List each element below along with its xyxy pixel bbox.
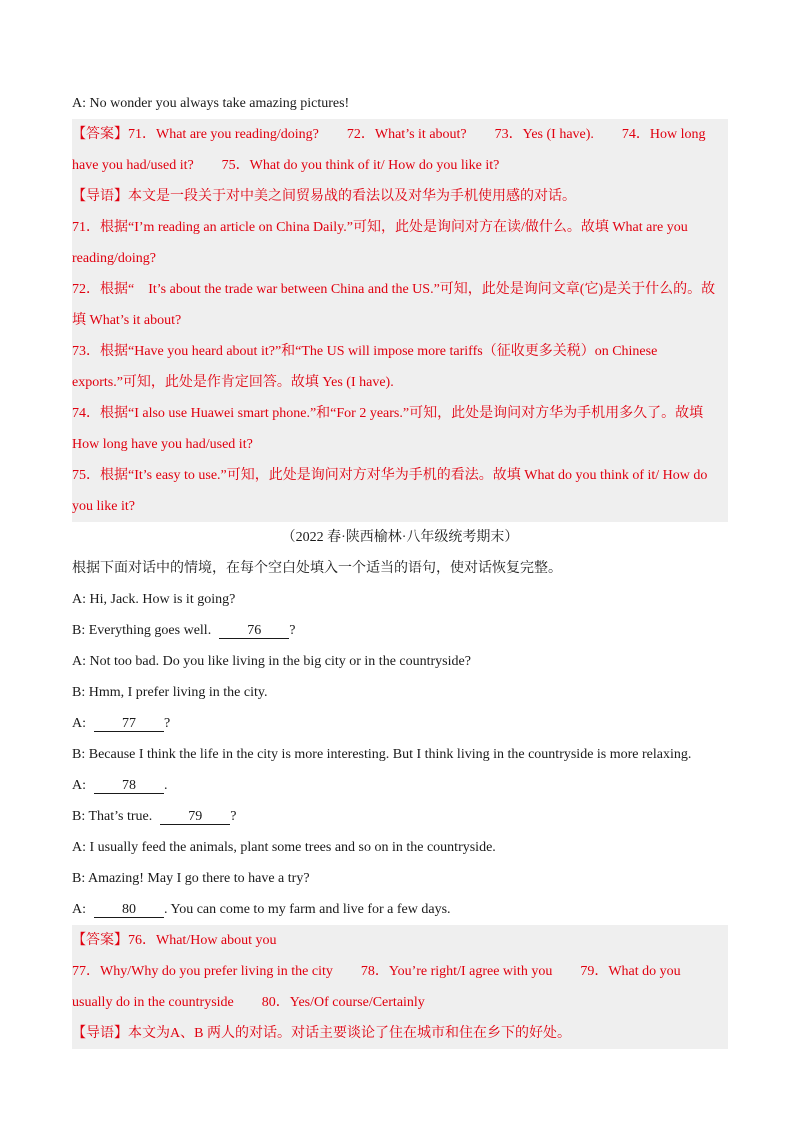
guide-intro: 【导语】本文为A、B 两人的对话。对话主要谈论了住在城市和住在乡下的好处。 [72, 1026, 571, 1041]
answer-line: usually do in the countryside 80．Yes/Of course/Certainly [72, 995, 425, 1010]
guide-72-cont: 填 What’s it about? [72, 313, 182, 328]
guide-75-cont: you like it? [72, 499, 135, 514]
guide-71: 71．根据“I’m reading an article on China Daily.”可知，此处是询问对方在读/做什么。故填 What are you [72, 220, 688, 235]
blank-78: 78 [94, 778, 164, 794]
dialogue-line [72, 708, 728, 739]
guide-72: 72．根据“ It’s about the trade war between China and the US.”可知，此处是询问文章(它)是关于什么的。故 [72, 282, 716, 297]
dialogue-text: A: [72, 902, 86, 917]
dialogue-text: B: That’s true. [72, 809, 153, 824]
dialogue-line: A: Hi, Jack. How is it going? [72, 592, 236, 607]
guide-74-cont: How long have you had/used it? [72, 437, 253, 452]
guide-71-cont: reading/doing? [72, 251, 156, 266]
dialogue-punct: ? [289, 623, 296, 638]
dialogue-line [72, 615, 728, 646]
dialogue-line [72, 770, 728, 801]
dialogue-line [72, 894, 728, 925]
dialogue-text: A: [72, 716, 86, 731]
blank-80: 80 [94, 902, 164, 918]
guide-74: 74．根据“I also use Huawei smart phone.”和“For 2 years.”可知，此处是询问对方华为手机用多久了。故填 [72, 406, 704, 421]
dialogue-line: B: Amazing! May I go there to have a try? [72, 871, 310, 886]
answer-line: 【答案】71．What are you reading/doing? 72．What’s it about? 73．Yes (I have). 74．How long [72, 127, 706, 142]
answer-block-1 [72, 119, 728, 522]
guide-75: 75．根据“It’s easy to use.”可知，此处是询问对方对华为手机的看法。故填 What do you think of it/ How do [72, 468, 708, 483]
answer-line: 【答案】76．What/How about you [72, 933, 277, 948]
blank-76: 76 [219, 623, 289, 639]
guide-intro: 【导语】本文是一段关于对中美之间贸易战的看法以及对华为手机使用感的对话。 [72, 189, 576, 204]
blank-77: 77 [94, 716, 164, 732]
dialogue-line: B: Hmm, I prefer living in the city. [72, 685, 268, 700]
answer-line: 77．Why/Why do you prefer living in the city 78．You’re right/I agree with you 79．What do you [72, 964, 681, 979]
dialogue-text: . You can come to my farm and live for a few days. [164, 902, 451, 917]
answer-block-2 [72, 925, 728, 1049]
blank-79: 79 [160, 809, 230, 825]
guide-73: 73．根据“Have you heard about it?”和“The US will impose more tariffs（征收更多关税）on Chinese [72, 344, 658, 359]
dialogue-line: A: Not too bad. Do you like living in the big city or in the countryside? [72, 654, 471, 669]
document-page [72, 88, 728, 1049]
dialogue-line: A: No wonder you always take amazing pictures! [72, 96, 350, 111]
dialogue-text: A: [72, 778, 86, 793]
dialogue-punct: ? [230, 809, 237, 824]
dialogue-punct: . [164, 778, 168, 793]
dialogue-punct: ? [164, 716, 171, 731]
dialogue-line: B: Because I think the life in the city is more interesting. But I think living in the countryside is more relaxing. [72, 747, 692, 762]
instruction: 根据下面对话中的情境，在每个空白处填入一个适当的语句，使对话恢复完整。 [72, 561, 562, 576]
answer-line: have you had/used it? 75．What do you think of it/ How do you like it? [72, 158, 500, 173]
dialogue-text: B: Everything goes well. [72, 623, 212, 638]
dialogue-line: A: I usually feed the animals, plant some trees and so on in the countryside. [72, 840, 496, 855]
dialogue-line [72, 801, 728, 832]
source-note: （2022 春·陕西榆林·八年级统考期末） [281, 530, 519, 545]
guide-73-cont: exports.”可知，此处是作肯定回答。故填 Yes (I have). [72, 375, 394, 390]
